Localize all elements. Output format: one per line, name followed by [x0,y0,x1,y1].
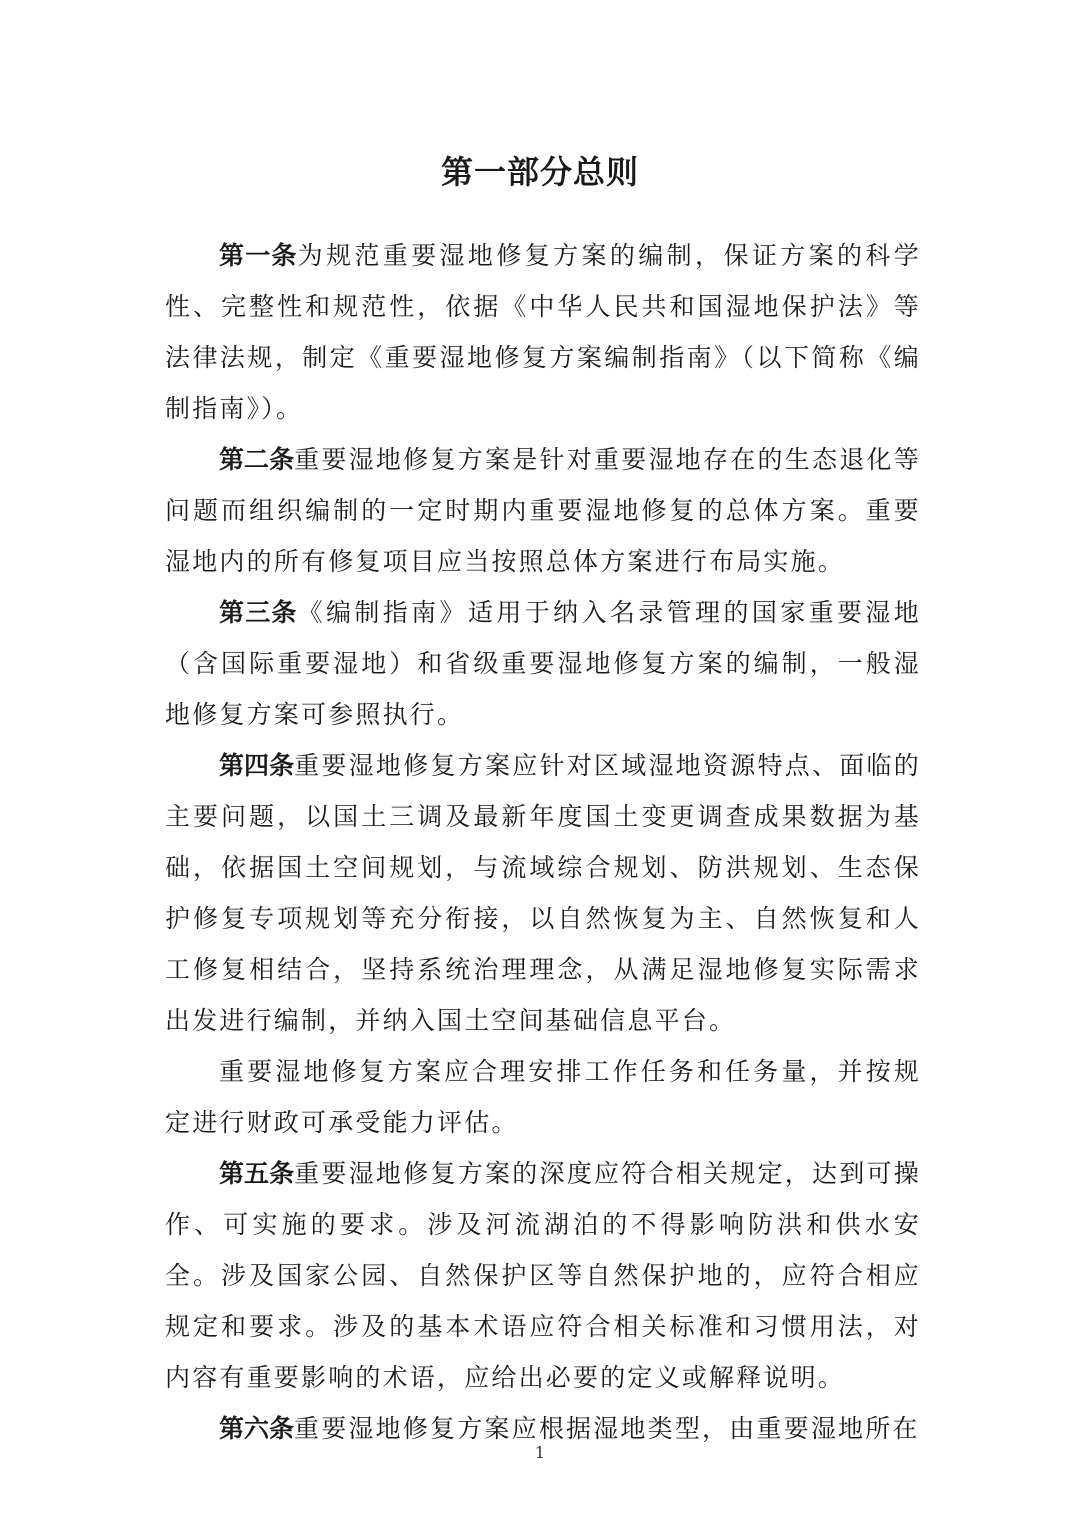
page-number: 1 [534,1443,546,1462]
page-title: 第一部分总则 [440,153,639,191]
article-text: 重要湿地修复方案应针对区域湿地资源特点、面临的主要问题，以国土三调及最新年度国土变更调查成果数据为基础，依据国土空间规划，与流域综合规划、防洪规划、生态保护修复专项规划等充分衔接，以自然恢复为主、自然恢复和人工修复相结合，坚持系统治理理念，从满足湿地修复实际需求出发进行编制，并纳入国土空间基础信息平台。 [165,751,921,1035]
article-label: 第二条 [219,445,295,474]
article-text: 重要湿地修复方案的深度应符合相关规定，达到可操作、可实施的要求。涉及河流湖泊的不得影响防洪和供水安全。涉及国家公园、自然保护区等自然保护地的，应符合相应规定和要求。涉及的基本术语应符合相关标准和习惯用法，对内容有重要影响的术语，应给出必要的定义或解释说明。 [165,1159,921,1392]
article-5 [165,1148,921,1403]
article-1 [165,230,921,434]
article-label: 第一条 [219,241,298,270]
article-text: 为规范重要湿地修复方案的编制，保证方案的科学性、完整性和规范性，依据《中华人民共和国湿地保护法》等法律法规，制定《重要湿地修复方案编制指南》（以下简称《编制指南》）。 [165,241,921,423]
article-label: 第六条 [219,1414,295,1443]
article-text: 《编制指南》适用于纳入名录管理的国家重要湿地（含国际重要湿地）和省级重要湿地修复方案的编制，一般湿地修复方案可参照执行。 [165,598,921,729]
article-4-continued [165,1046,921,1148]
article-2 [165,434,921,587]
article-4 [165,740,921,1046]
article-3 [165,587,921,740]
article-label: 第四条 [219,751,295,780]
article-text: 重要湿地修复方案应合理安排工作任务和任务量，并按规定进行财政可承受能力评估。 [165,1057,921,1137]
document-body [165,230,921,1454]
article-text: 重要湿地修复方案是针对重要湿地存在的生态退化等问题而组织编制的一定时期内重要湿地修复的总体方案。重要湿地内的所有修复项目应当按照总体方案进行布局实施。 [165,445,921,576]
article-label: 第三条 [219,598,298,627]
article-label: 第五条 [219,1159,295,1188]
article-text: 重要湿地修复方案应根据湿地类型，由重要湿地所在 [294,1414,920,1443]
